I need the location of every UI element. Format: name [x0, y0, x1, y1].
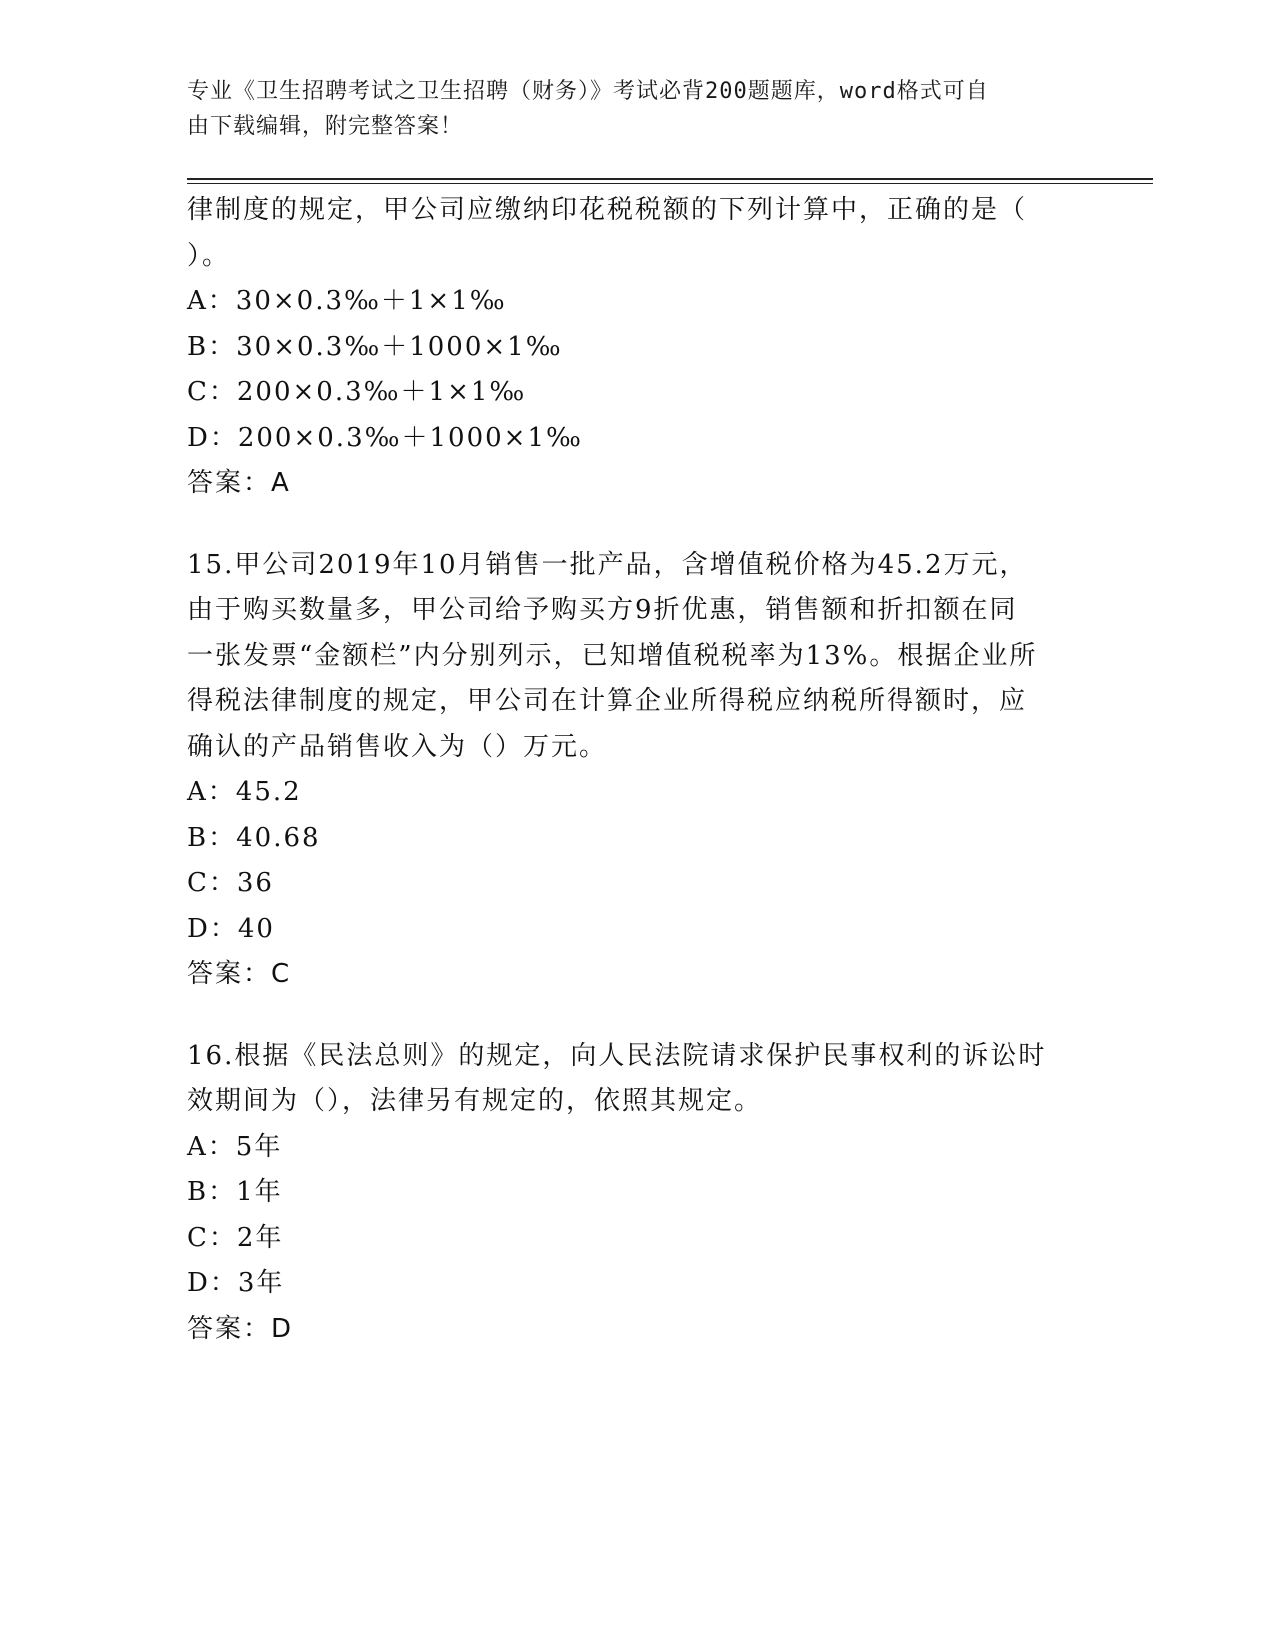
question-text-line: 16.根据《民法总则》的规定，向人民法院请求保护民事权利的诉讼时: [187, 1040, 1047, 1071]
option-a: A：5年: [187, 1131, 283, 1162]
answer-line: 答案：A: [187, 468, 291, 498]
option-b: B：1年: [187, 1177, 283, 1207]
question-text-line: ）。: [187, 240, 231, 271]
question-14: [187, 188, 1087, 507]
document-header: [187, 74, 1067, 144]
header-divider-thick: [187, 178, 1153, 180]
question-text-line: 15.甲公司2019年10月销售一批产品，含增值税价格为45.2万元，: [187, 549, 1028, 580]
question-15: [187, 543, 1087, 998]
question-text-line: 一张发票“金额栏”内分别列示，已知增值税税率为13%。根据企业所: [187, 640, 1038, 671]
header-line-1: 专业《卫生招聘考试之卫生招聘（财务）》考试必背200题题库，word格式可自: [187, 79, 989, 104]
option-a: A：30×0.3‰＋1×1‰: [187, 286, 507, 316]
question-text-line: 确认的产品销售收入为（）万元。: [187, 731, 608, 762]
option-a: A：45.2: [187, 777, 302, 807]
header-divider-thin: [187, 183, 1153, 184]
question-text-line: 由于购买数量多，甲公司给予购买方9折优惠，销售额和折扣额在同: [187, 595, 1018, 625]
answer-line: 答案：C: [187, 959, 292, 989]
option-b: B：40.68: [187, 822, 321, 853]
header-line-2: 由下载编辑，附完整答案！: [187, 114, 464, 139]
question-16: [187, 1034, 1087, 1353]
question-list: [187, 188, 1087, 1352]
option-c: C：36: [187, 868, 274, 898]
option-b: B：30×0.3‰＋1000×1‰: [187, 331, 563, 362]
question-spacer: [187, 507, 1087, 543]
question-text-line: 律制度的规定，甲公司应缴纳印花税税额的下列计算中，正确的是（: [187, 195, 1028, 225]
answer-line: 答案：D: [187, 1313, 294, 1344]
option-d: D：3年: [187, 1268, 285, 1298]
option-c: C：200×0.3‰＋1×1‰: [187, 377, 527, 407]
question-text-line: 得税法律制度的规定，甲公司在计算企业所得税应纳税所得额时，应: [187, 686, 1028, 716]
option-c: C：2年: [187, 1222, 284, 1253]
option-d: D：200×0.3‰＋1000×1‰: [187, 422, 583, 453]
question-spacer: [187, 998, 1087, 1034]
option-d: D：40: [187, 913, 275, 944]
question-text-line: 效期间为（），法律另有规定的，依照其规定。: [187, 1086, 763, 1116]
